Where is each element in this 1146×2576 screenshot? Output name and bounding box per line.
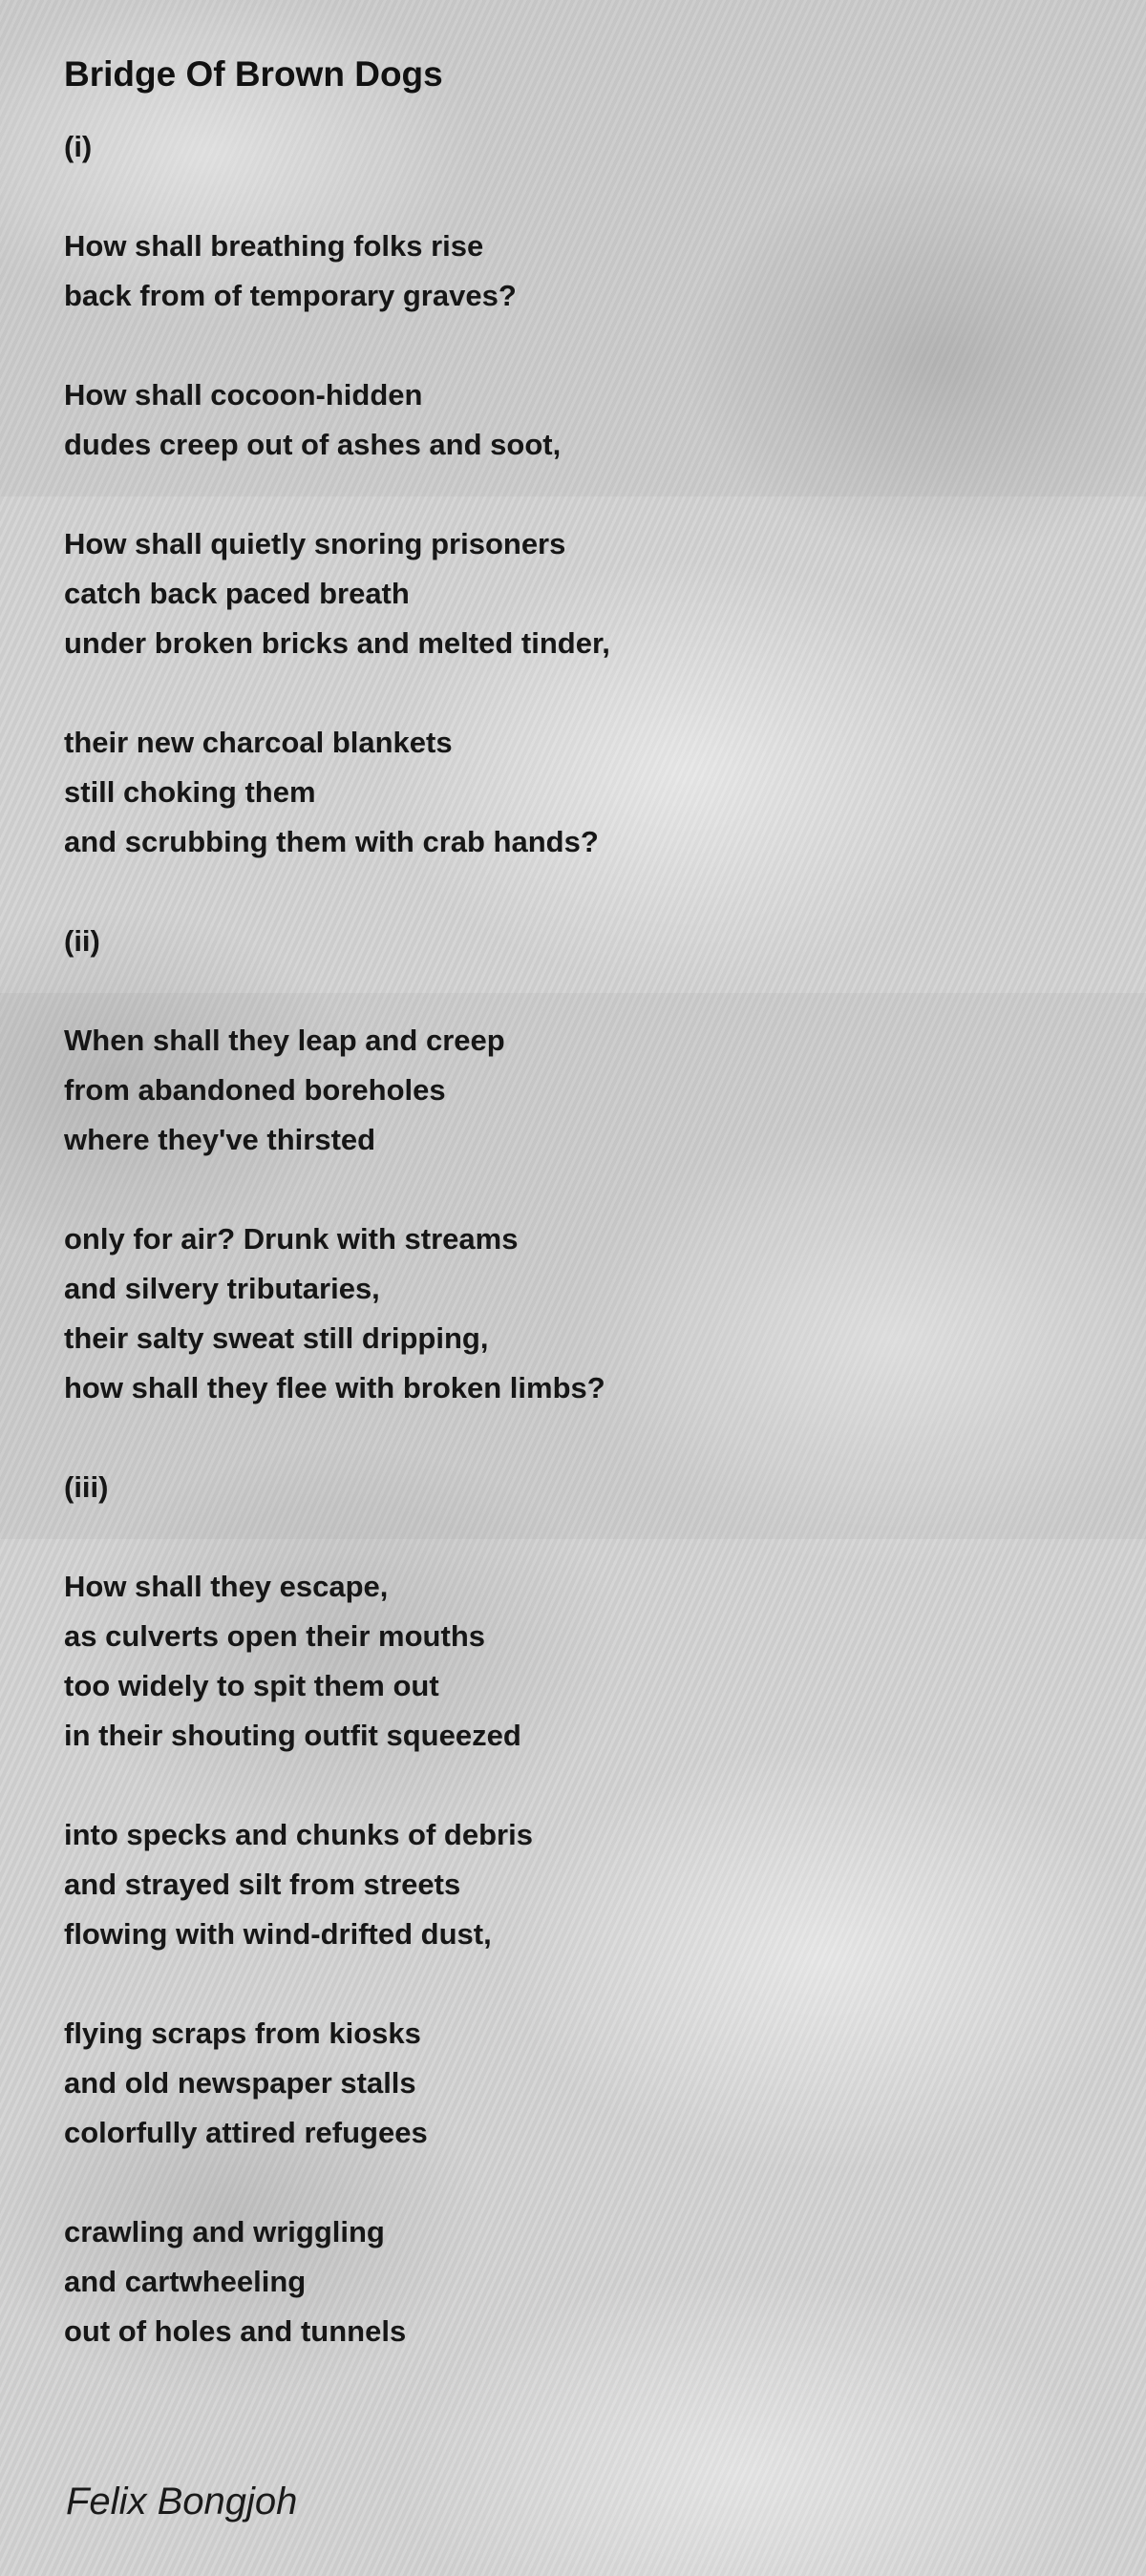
stanza — [64, 370, 1076, 470]
stanza — [64, 1214, 1076, 1413]
poem-line: When shall they leap and creep — [64, 1024, 505, 1057]
poem-line: out of holes and tunnels — [64, 2314, 407, 2348]
stanza — [64, 2207, 1076, 2356]
stanza — [64, 1016, 1076, 1165]
stanza — [64, 917, 1076, 966]
poem-line: flowing with wind-drifted dust, — [64, 1917, 492, 1951]
section-marker: (ii) — [64, 924, 100, 958]
stanza-gap — [64, 172, 1076, 222]
stanza-gap — [64, 1761, 1076, 1810]
poem-line: their salty sweat still dripping, — [64, 1321, 489, 1355]
stanza — [64, 519, 1076, 668]
poem-author: Felix Bongjoh — [66, 2481, 298, 2523]
stanza — [64, 1562, 1076, 1761]
poem-line: still choking them — [64, 775, 316, 809]
section-marker: (i) — [64, 130, 93, 163]
stanza-gap — [64, 1512, 1076, 1562]
poem-title: Bridge Of Brown Dogs — [64, 54, 443, 94]
poem-line: dudes creep out of ashes and soot, — [64, 428, 562, 461]
poem-line: colorfully attired refugees — [64, 2116, 428, 2149]
poem-line: How shall they escape, — [64, 1570, 389, 1603]
stanza-gap — [64, 1165, 1076, 1214]
poem-line: and cartwheeling — [64, 2265, 307, 2298]
stanza — [64, 122, 1076, 172]
stanza-gap — [64, 470, 1076, 519]
poem-line: their new charcoal blankets — [64, 726, 453, 759]
poem-line: flying scraps from kiosks — [64, 2016, 421, 2050]
poem-line: How shall quietly snoring prisoners — [64, 527, 566, 560]
poem-line: under broken bricks and melted tinder, — [64, 626, 610, 660]
stanza — [64, 1463, 1076, 1512]
poem-line: How shall cocoon-hidden — [64, 378, 423, 412]
poem-line: and strayed silt from streets — [64, 1868, 461, 1901]
stanza-gap — [64, 1959, 1076, 2009]
stanza-gap — [64, 966, 1076, 1016]
poem-line: catch back paced breath — [64, 577, 410, 610]
stanza-gap — [64, 1413, 1076, 1463]
poem-body — [64, 122, 1076, 2356]
poem-line: back from of temporary graves? — [64, 279, 517, 312]
poem-line: How shall breathing folks rise — [64, 229, 484, 263]
poem-line: too widely to spit them out — [64, 1669, 439, 1702]
stanza — [64, 718, 1076, 867]
poem-line: how shall they flee with broken limbs? — [64, 1371, 605, 1404]
poem-line: from abandoned boreholes — [64, 1073, 446, 1107]
stanza-gap — [64, 668, 1076, 718]
poem-line: where they've thirsted — [64, 1123, 376, 1156]
stanza-gap — [64, 2158, 1076, 2207]
poem-line: only for air? Drunk with streams — [64, 1222, 519, 1256]
stanza-gap — [64, 867, 1076, 917]
poem-line: in their shouting outfit squeezed — [64, 1719, 521, 1752]
poem-line: and silvery tributaries, — [64, 1272, 380, 1305]
stanza — [64, 1810, 1076, 1959]
poem-container — [64, 50, 1076, 2356]
poem-line: as culverts open their mouths — [64, 1619, 485, 1653]
section-marker: (iii) — [64, 1470, 109, 1504]
stanza — [64, 222, 1076, 321]
poem-line: and old newspaper stalls — [64, 2066, 416, 2100]
stanza-gap — [64, 321, 1076, 370]
poem-line: crawling and wriggling — [64, 2215, 385, 2249]
poem-line: and scrubbing them with crab hands? — [64, 825, 599, 858]
poem-line: into specks and chunks of debris — [64, 1818, 533, 1851]
stanza — [64, 2009, 1076, 2158]
